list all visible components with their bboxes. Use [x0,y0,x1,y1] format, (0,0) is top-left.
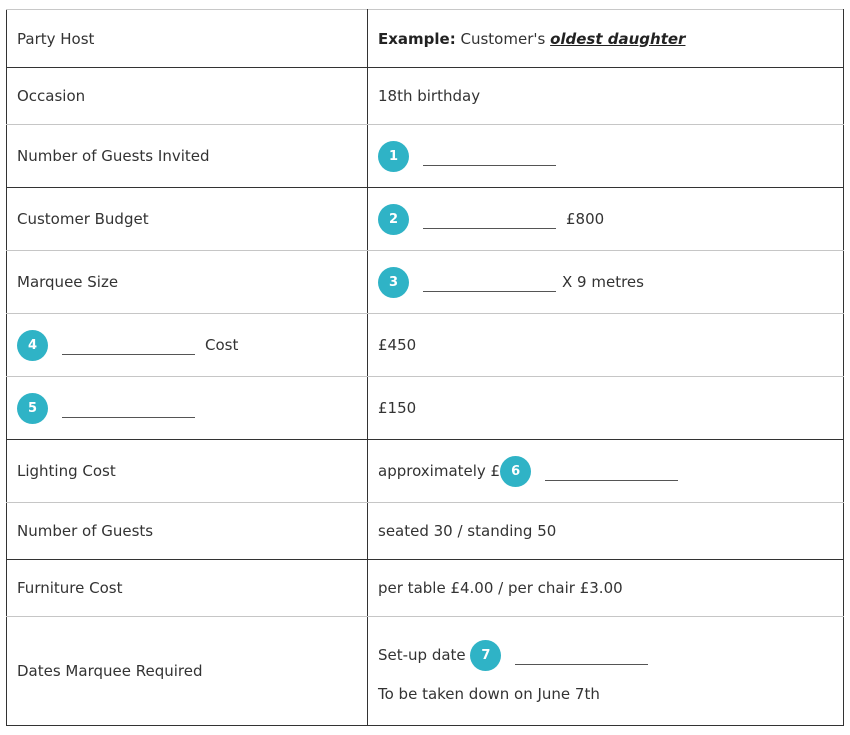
row-label: Party Host [17,29,95,48]
value-cell [368,125,844,188]
row-occasion [7,68,844,125]
setup-label: Set-up date [378,646,466,664]
number-badge: 1 [378,141,409,172]
row-label: Number of Guests [17,522,154,541]
value-cell [368,440,844,503]
row-value: £150 [378,399,417,418]
row-marquee-size [7,251,844,314]
row-furniture-cost [7,560,844,617]
label-cell [7,10,368,68]
number-badge: 4 [17,330,48,361]
label-cell [7,617,368,726]
answer-blank-1[interactable] [423,147,556,166]
number-badge: 7 [470,640,501,671]
label-cell [7,251,368,314]
row-label: Furniture Cost [17,579,123,598]
row-customer-budget [7,188,844,251]
value-cell [368,10,844,68]
value-cell [368,560,844,617]
takedown-line: To be taken down on June 7th [378,684,600,703]
example-emphasis: oldest daughter [550,29,686,48]
label-cell [7,440,368,503]
setup-line [378,640,833,671]
row-number-of-guests [7,503,844,560]
number-badge: 6 [500,456,531,487]
value-cell [368,503,844,560]
value-cell [368,188,844,251]
value-cell [368,377,844,440]
label-cell [7,314,368,377]
number-badge: 5 [17,393,48,424]
row-value: approximately £ [378,462,501,480]
row-lighting-cost [7,440,844,503]
row-label: Customer Budget [17,210,149,229]
row-label: Occasion [17,87,86,106]
value-cell [368,68,844,125]
label-cell [7,503,368,560]
row-value: £450 [378,336,417,355]
row-item-4-cost [7,314,844,377]
answer-blank-5[interactable] [62,399,195,418]
row-value: X 9 metres [562,273,644,291]
row-label: Marquee Size [17,273,119,292]
row-label: Cost [205,336,239,354]
row-guests-invited [7,125,844,188]
marquee-order-form [6,9,844,726]
example-text: Customer's [455,29,551,48]
value-cell [368,314,844,377]
label-cell [7,188,368,251]
label-cell [7,125,368,188]
answer-blank-3[interactable] [423,273,556,292]
label-cell [7,560,368,617]
row-label: Number of Guests Invited [17,147,210,166]
value-cell [368,617,844,726]
row-value: seated 30 / standing 50 [378,522,557,541]
answer-blank-7[interactable] [515,646,648,665]
example-prefix: Example: [378,29,456,48]
number-badge: 2 [378,204,409,235]
row-dates-required [7,617,844,726]
label-cell [7,68,368,125]
value-cell [368,251,844,314]
answer-blank-4[interactable] [62,336,195,355]
row-party-host [7,10,844,68]
row-label: Dates Marquee Required [17,662,203,681]
row-value: 18th birthday [378,87,481,106]
answer-blank-6[interactable] [545,462,678,481]
label-cell [7,377,368,440]
row-value: £800 [566,210,605,228]
answer-blank-2[interactable] [423,210,556,229]
row-value: per table £4.00 / per chair £3.00 [378,579,623,598]
number-badge: 3 [378,267,409,298]
row-item-5 [7,377,844,440]
row-label: Lighting Cost [17,462,116,481]
